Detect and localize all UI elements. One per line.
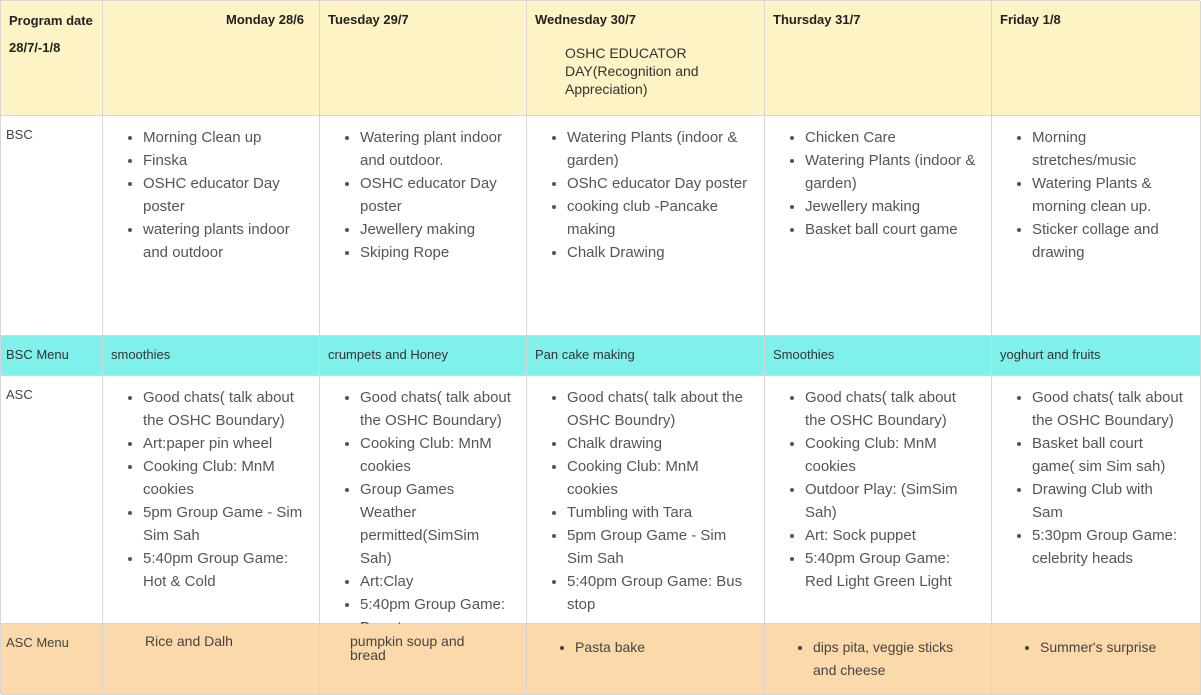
- activity-item: • Skiping Rope: [360, 241, 512, 264]
- activity-item: • Drawing Club with Sam: [1032, 478, 1186, 524]
- activity-list: [320, 386, 526, 639]
- activity-item: • 5pm Group Game - Sim Sim Sah: [567, 524, 750, 570]
- row-label-bsc-menu: BSC Menu: [1, 336, 103, 376]
- activity-item: • Good chats( talk about the OSHC Boundary): [360, 386, 512, 432]
- activity-list: [103, 126, 319, 264]
- bsc-cell-monday: [103, 116, 320, 336]
- activity-item: • Chalk drawing: [567, 432, 750, 455]
- day-label: Wednesday 30/7: [535, 12, 636, 27]
- bsc-cell-wednesday: [527, 116, 765, 336]
- activity-list: [992, 386, 1200, 570]
- activity-item: • Morning stretches/music: [1032, 126, 1186, 172]
- activity-list: [527, 386, 764, 616]
- asc-menu-friday: [992, 624, 1201, 695]
- asc-cell-wednesday: [527, 376, 765, 624]
- day-header-thursday: [765, 1, 992, 116]
- row-label-asc: ASC: [1, 376, 103, 624]
- menu-item: Rice and Dalh: [145, 633, 233, 649]
- activity-item: • Chicken Care: [805, 126, 977, 149]
- activity-item: • Jewellery making: [805, 195, 977, 218]
- activity-item: • 5:40pm Group Game: Hot & Cold: [143, 547, 305, 593]
- activity-list: [765, 126, 991, 241]
- bsc-cell-thursday: [765, 116, 992, 336]
- activity-item: • Art:Clay: [360, 570, 512, 593]
- menu-list: [1000, 636, 1196, 659]
- special-day-note: OSHC EDUCATOR DAY(Recognition and Appreciation): [565, 45, 699, 97]
- activity-item: • Good chats( talk about the OSHC Boundary): [143, 386, 305, 432]
- day-label: Friday 1/8: [1000, 12, 1061, 27]
- activity-item: • Cooking Club: MnM cookies: [143, 455, 305, 501]
- activity-item: • Outdoor Play: (SimSim Sah): [805, 478, 977, 524]
- activity-item: • Group Games Weather permitted(SimSim Sah): [360, 478, 512, 570]
- day-label: Tuesday 29/7: [328, 12, 409, 27]
- activity-item: • dips pita, veggie sticks and cheese: [813, 636, 973, 682]
- activity-item: • Summer's surprise: [1040, 636, 1182, 659]
- asc-cell-friday: [992, 376, 1201, 624]
- activity-item: • Chalk Drawing: [567, 241, 750, 264]
- activity-item: • 5:40pm Group Game: Bus stop: [567, 570, 750, 616]
- activity-item: • Cooking Club: MnM cookies: [805, 432, 977, 478]
- activity-item: • Art:paper pin wheel: [143, 432, 305, 455]
- activity-item: • 5pm Group Game - Sim Sim Sah: [143, 501, 305, 547]
- asc-menu-tuesday: [320, 624, 527, 695]
- activity-item: • Cooking Club: MnM cookies: [567, 455, 750, 501]
- program-date-header: [1, 1, 103, 116]
- bsc-menu-thursday: Smoothies: [765, 336, 992, 376]
- activity-list: [320, 126, 526, 264]
- activity-item: • watering plants indoor and outdoor: [143, 218, 305, 264]
- activity-item: • Jewellery making: [360, 218, 512, 241]
- row-label-bsc: BSC: [1, 116, 103, 336]
- activity-item: • Watering Plants (indoor & garden): [567, 126, 750, 172]
- menu-item: pumpkin soup and bread: [350, 633, 465, 663]
- activity-item: • Morning Clean up: [143, 126, 305, 149]
- activity-item: • Sticker collage and drawing: [1032, 218, 1186, 264]
- activity-list: [992, 126, 1200, 264]
- bsc-menu-monday: smoothies: [103, 336, 320, 376]
- bsc-menu-friday: yoghurt and fruits: [992, 336, 1201, 376]
- bsc-cell-friday: [992, 116, 1201, 336]
- activity-item: • Art: Sock puppet: [805, 524, 977, 547]
- menu-list: [535, 636, 760, 659]
- asc-cell-thursday: [765, 376, 992, 624]
- activity-item: • 5:40pm Group Game: Red Light Green Light: [805, 547, 977, 593]
- activity-item: • Finska: [143, 149, 305, 172]
- bsc-menu-tuesday: crumpets and Honey: [320, 336, 527, 376]
- activity-item: • OShC educator Day poster: [567, 172, 750, 195]
- day-header-wednesday: [527, 1, 765, 116]
- activity-item: • Good chats( talk about the OSHC Boundary): [805, 386, 977, 432]
- day-label: Thursday 31/7: [773, 12, 861, 27]
- activity-item: • Watering Plants (indoor & garden): [805, 149, 977, 195]
- row-label-asc-menu: ASC Menu: [1, 624, 103, 695]
- asc-cell-tuesday: [320, 376, 527, 624]
- activity-item: • OSHC educator Day poster: [143, 172, 305, 218]
- activity-item: • OSHC educator Day poster: [360, 172, 512, 218]
- activity-item: • Good chats( talk about the OSHC Boundary): [1032, 386, 1186, 432]
- day-header-friday: [992, 1, 1201, 116]
- activity-item: • Basket ball court game( sim Sim sah): [1032, 432, 1186, 478]
- program-date-range: 28/7/-1/8: [9, 40, 61, 55]
- activity-item: • cooking club -Pancake making: [567, 195, 750, 241]
- day-label: Monday 28/6: [226, 12, 305, 27]
- activity-item: • Pasta bake: [575, 636, 746, 659]
- asc-menu-monday: [103, 624, 320, 695]
- day-header-tuesday: [320, 1, 527, 116]
- bsc-menu-wednesday: Pan cake making: [527, 336, 765, 376]
- day-header-monday: [103, 1, 320, 116]
- activity-item: • Basket ball court game: [805, 218, 977, 241]
- activity-item: • Good chats( talk about the OSHC Boundry): [567, 386, 750, 432]
- asc-menu-thursday: [765, 624, 992, 695]
- activity-list: [103, 386, 319, 593]
- asc-menu-wednesday: [527, 624, 765, 695]
- activity-item: • Tumbling with Tara: [567, 501, 750, 524]
- activity-item: • Watering Plants & morning clean up.: [1032, 172, 1186, 218]
- activity-item: • 5:40pm Group Game:: [360, 593, 512, 639]
- activity-item: • Watering plant indoor and outdoor.: [360, 126, 512, 172]
- activity-item: • 5:30pm Group Game: celebrity heads: [1032, 524, 1186, 570]
- activity-list: [765, 386, 991, 593]
- asc-cell-monday: [103, 376, 320, 624]
- program-date-label: Program date: [9, 13, 93, 28]
- menu-list: [773, 636, 987, 682]
- activity-item: • Cooking Club: MnM cookies: [360, 432, 512, 478]
- bsc-cell-tuesday: [320, 116, 527, 336]
- activity-list: [527, 126, 764, 264]
